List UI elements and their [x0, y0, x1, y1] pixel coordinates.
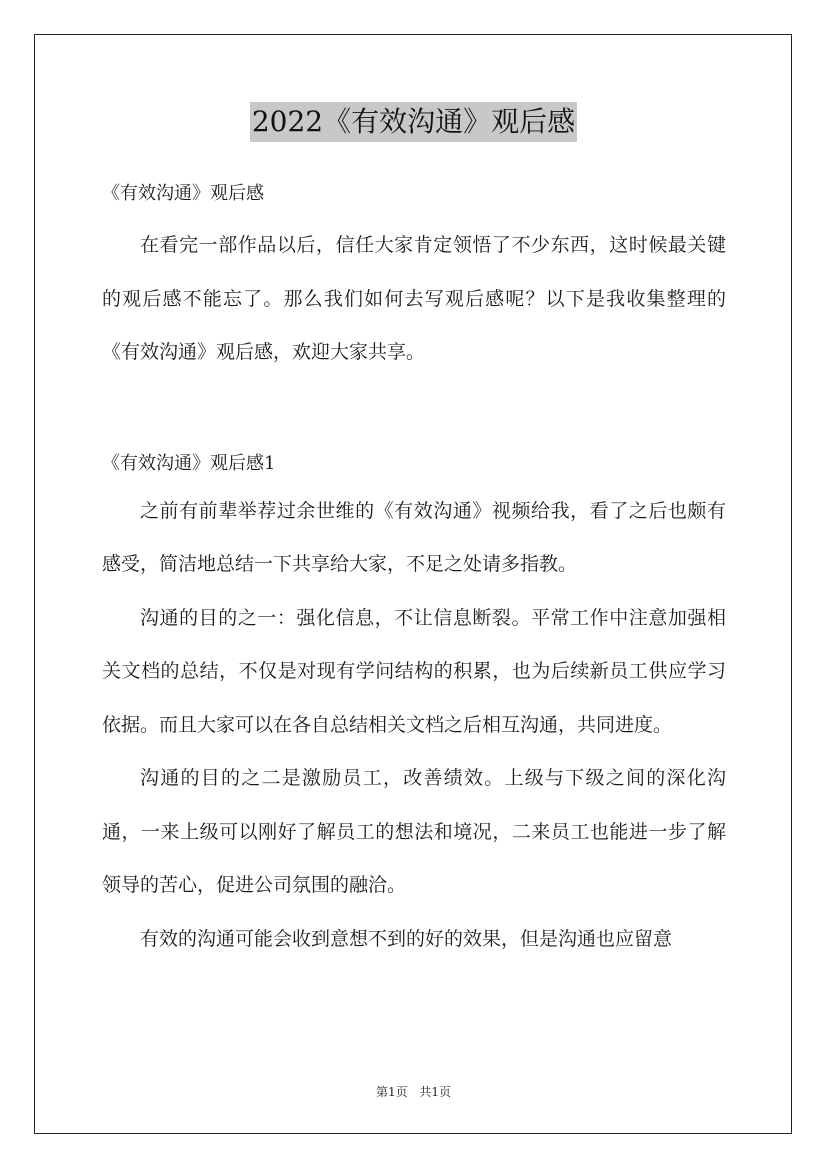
page-footer	[0, 1083, 827, 1100]
section-spacer	[102, 380, 726, 442]
intro-paragraph: 在看完一部作品以后，信任大家肯定领悟了不少东西，这时候最关键的观后感不能忘了。那么我们如何去写观后感呢？以下是我收集整理的《有效沟通》观后感，欢迎大家共享。	[102, 234, 726, 363]
body-paragraph: 沟通的目的之一：强化信息，不让信息断裂。平常工作中注意加强相关文档的总结，不仅是对现有学问结构的积累，也为后续新员工供应学习依据。而且大家可以在各自总结相关文档之后相互沟通，共同进度。	[102, 606, 726, 736]
body-paragraph: 之前有前辈举荐过余世维的《有效沟通》视频给我，看了之后也颇有感受，简洁地总结一下共享给大家，不足之处请多指教。	[102, 499, 726, 575]
title-container	[0, 102, 827, 142]
article-subtitle: 《有效沟通》观后感	[102, 183, 264, 204]
page-number: 第1页	[375, 1085, 408, 1099]
page-total: 共1页	[419, 1085, 452, 1099]
body-paragraph: 有效的沟通可能会收到意想不到的好的效果，但是沟通也应留意	[140, 927, 673, 950]
section-heading: 《有效沟通》观后感1	[102, 452, 276, 474]
document-body	[102, 172, 726, 966]
body-paragraph: 沟通的目的之二是激励员工，改善绩效。上级与下级之间的深化沟通，一来上级可以刚好了解员工的想法和境况，二来员工也能进一步了解领导的苦心，促进公司氛围的融洽。	[102, 767, 726, 896]
page-title: 2022《有效沟通》观后感	[250, 102, 577, 142]
